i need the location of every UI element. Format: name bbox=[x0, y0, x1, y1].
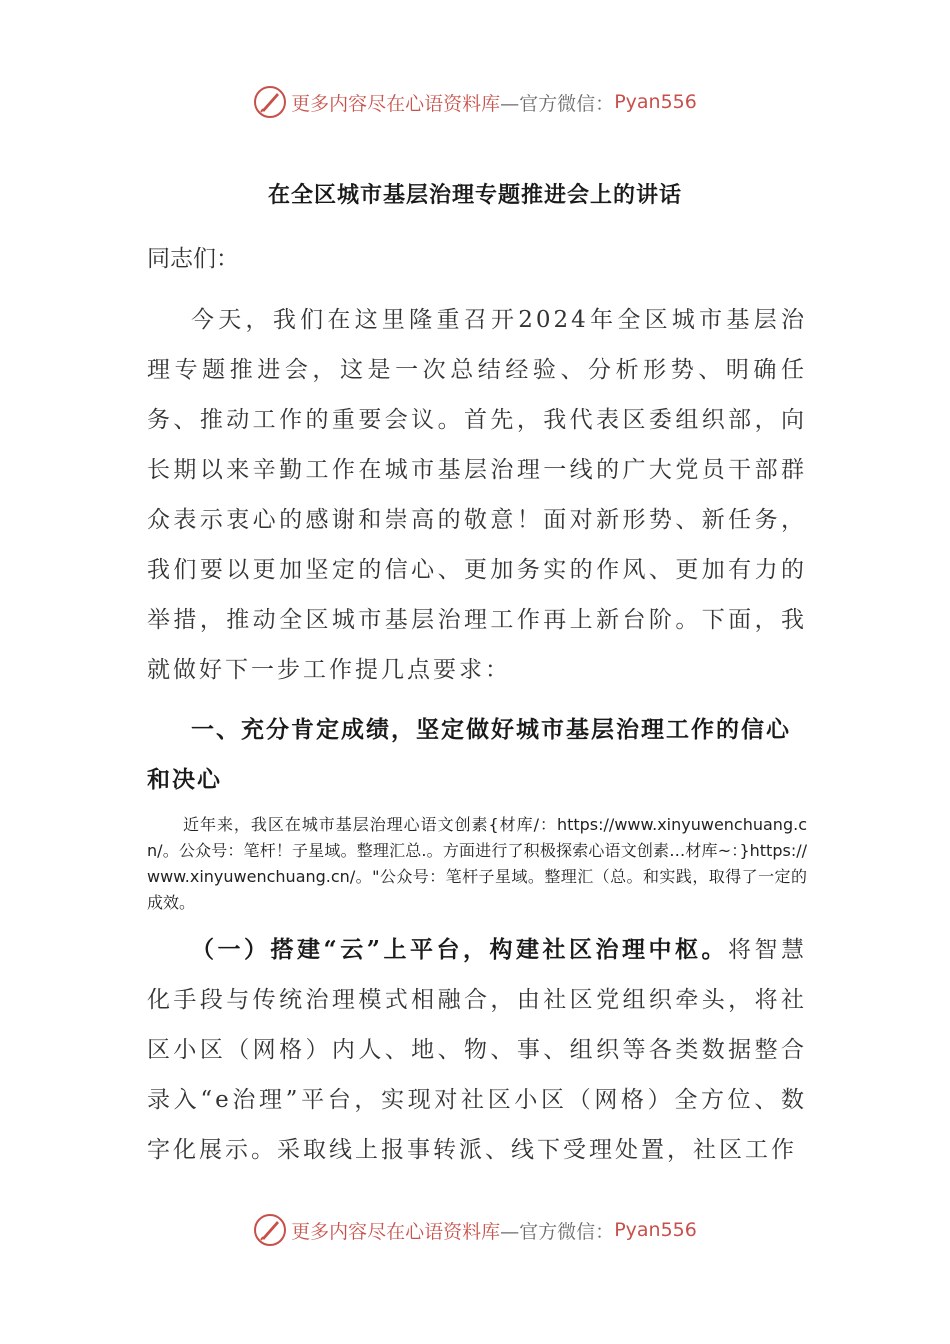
banner-wechat-label: —官方微信： bbox=[500, 92, 615, 115]
banner-text: 更多内容尽在心语资料库 bbox=[291, 1220, 501, 1243]
paragraph-body: 将智慧化手段与传统治理模式相融合，由社区党组织牵头，将社区小区（网格）内人、地、物、事、组织等各类数据整合录入“e治理”平台，实现对社区小区（网格）全方位、数字化展示。采取线上报事转派、线下受理处置，社区工作 bbox=[147, 937, 808, 1163]
header-banner bbox=[0, 82, 950, 122]
banner-text: 更多内容尽在心语资料库 bbox=[291, 92, 501, 115]
section-heading-1: 一、充分肯定成绩，坚定做好城市基层治理工作的信心和决心 bbox=[147, 716, 791, 793]
greeting: 同志们： bbox=[147, 246, 239, 272]
quill-logo-icon bbox=[253, 85, 287, 119]
quill-logo-icon bbox=[253, 1213, 287, 1247]
paragraph-lead: （一）搭建“云”上平台，构建社区治理中枢。 bbox=[191, 936, 728, 963]
banner-wechat-label: —官方微信： bbox=[500, 1220, 615, 1243]
paragraph-intro: 今天，我们在这里隆重召开2024年全区城市基层治理专题推进会，这是一次总结经验、分析形势、明确任务、推动工作的重要会议。首先，我代表区委组织部，向长期以来辛勤工作在城市基层治理一线的广大党员干部群众表示衷心的感谢和崇高的敬意！面对新形势、新任务，我们要以更加坚定的信心、更加务实的作风、更加有力的举措，推动全区城市基层治理工作再上新台阶。下面，我就做好下一步工作提几点要求： bbox=[147, 307, 807, 683]
paragraph-section-1-1 bbox=[147, 925, 807, 1175]
banner-wechat-id: Pyan556 bbox=[614, 1219, 697, 1241]
banner-wechat-id: Pyan556 bbox=[614, 91, 697, 113]
footer-banner bbox=[0, 1210, 950, 1250]
document-title: 在全区城市基层治理专题推进会上的讲话 bbox=[267, 182, 682, 208]
paragraph-watermark: 近年来，我区在城市基层治理心语文创素{材库/：https://www.xinyuwenchuang.cn/。公众号：笔杆！子星域。整理汇总.。方面进行了积极探索心语文创素…材库~：}https://www.xinyuwenchuang.cn/。"公众号：笔杆子星域。整理汇（总。和实践，取得了一定的成效。 bbox=[147, 815, 807, 912]
